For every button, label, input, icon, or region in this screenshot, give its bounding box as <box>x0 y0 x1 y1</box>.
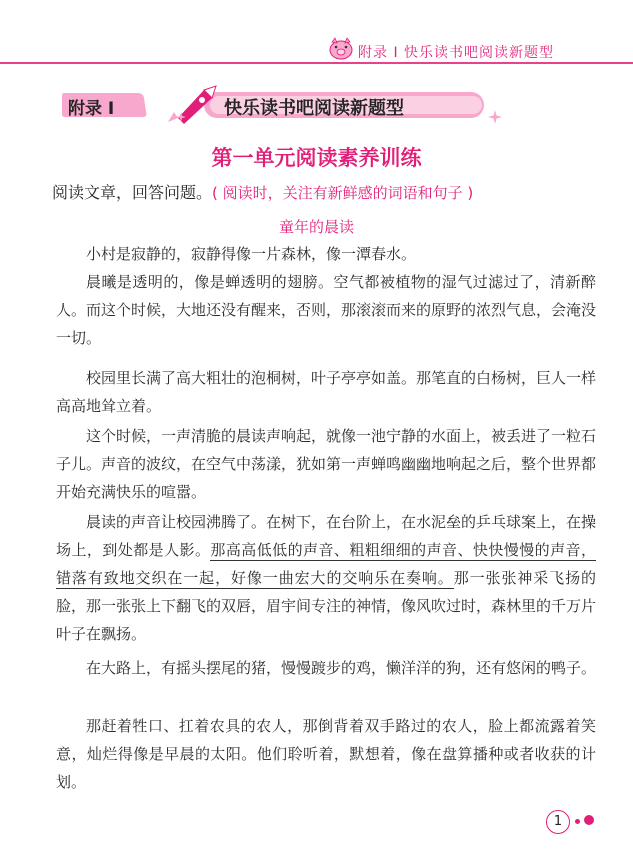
instructions-hint: ( 阅读时，关注有新鲜感的词语和句子 ) <box>212 184 474 202</box>
story-title: 童年的晨读 <box>278 218 354 236</box>
page-number: 1 <box>546 810 570 834</box>
paragraph-text: 晨读的声音让校园沸腾了。在树下，在台阶上，在水泥垒的乒乓球案上，在操场上，到处都是人影。 <box>56 513 597 559</box>
paragraph: 晨曦是透明的，像是蝉透明的翅膀。空气都被植物的湿气过滤过了，清新醉人。而这个时候，大地还没有醒来，否则，那滚滚而来的原野的浓烈气息，会淹没一切。 <box>56 273 597 347</box>
sparkle-icon <box>176 112 186 122</box>
paragraph: 那赶着牲口、扛着农具的农人，那倒背着双手路过的农人，脸上都流露着笑意，灿烂得像是早晨的太阳。他们聆听着，默想着，像在盘算播种或者收获的计划。 <box>56 717 596 791</box>
sparkle-icon <box>488 110 502 124</box>
underlined-sentence: 那高高低低的声音、粗粗细细的声音、快快慢慢的声音，错落有致地交织在一起，好像一曲宏大的交响乐在奏响。 <box>56 541 596 587</box>
paragraph: 校园里长满了高大粗壮的泡桐树，叶子亭亭如盖。那笔直的白杨树，巨人一样高高地耸立着。 <box>56 369 597 415</box>
decorative-dot <box>575 819 580 824</box>
paragraph: 在大路上，有摇头摆尾的猪，慢慢踱步的鸡，懒洋洋的狗，还有悠闲的鸭子。 <box>86 659 597 677</box>
section-banner <box>0 84 633 124</box>
paragraph-text: 那一张张神采飞扬的脸，那一张张上下翻飞的双唇，眉宇间专注的神情，像风吹过时，森林里的千万片叶子在飘扬。 <box>56 569 597 643</box>
pig-mascot-icon <box>328 36 354 60</box>
running-header-title: 附录 I 快乐读书吧阅读新题型 <box>358 45 555 61</box>
instructions-main: 阅读文章，回答问题。 <box>52 183 213 202</box>
decorative-dot <box>584 815 594 825</box>
paragraph-with-underline <box>56 508 596 648</box>
running-header <box>0 0 633 70</box>
paragraph: 这个时候，一声清脆的晨读声响起，就像一池宁静的水面上，被丢进了一粒石子儿。声音的波纹，在空气中荡漾，犹如第一声蝉鸣幽幽地响起之后，整个世界都开始充满快乐的喧嚣。 <box>56 427 597 501</box>
banner-title: 快乐读书吧阅读新题型 <box>224 98 404 119</box>
header-divider <box>0 62 633 64</box>
appendix-label: 附录 I <box>68 99 115 119</box>
instructions <box>52 180 473 203</box>
unit-title: 第一单元阅读素养训练 <box>211 146 422 170</box>
paragraph: 小村是寂静的，寂静得像一片森林，像一潭春水。 <box>86 245 417 263</box>
